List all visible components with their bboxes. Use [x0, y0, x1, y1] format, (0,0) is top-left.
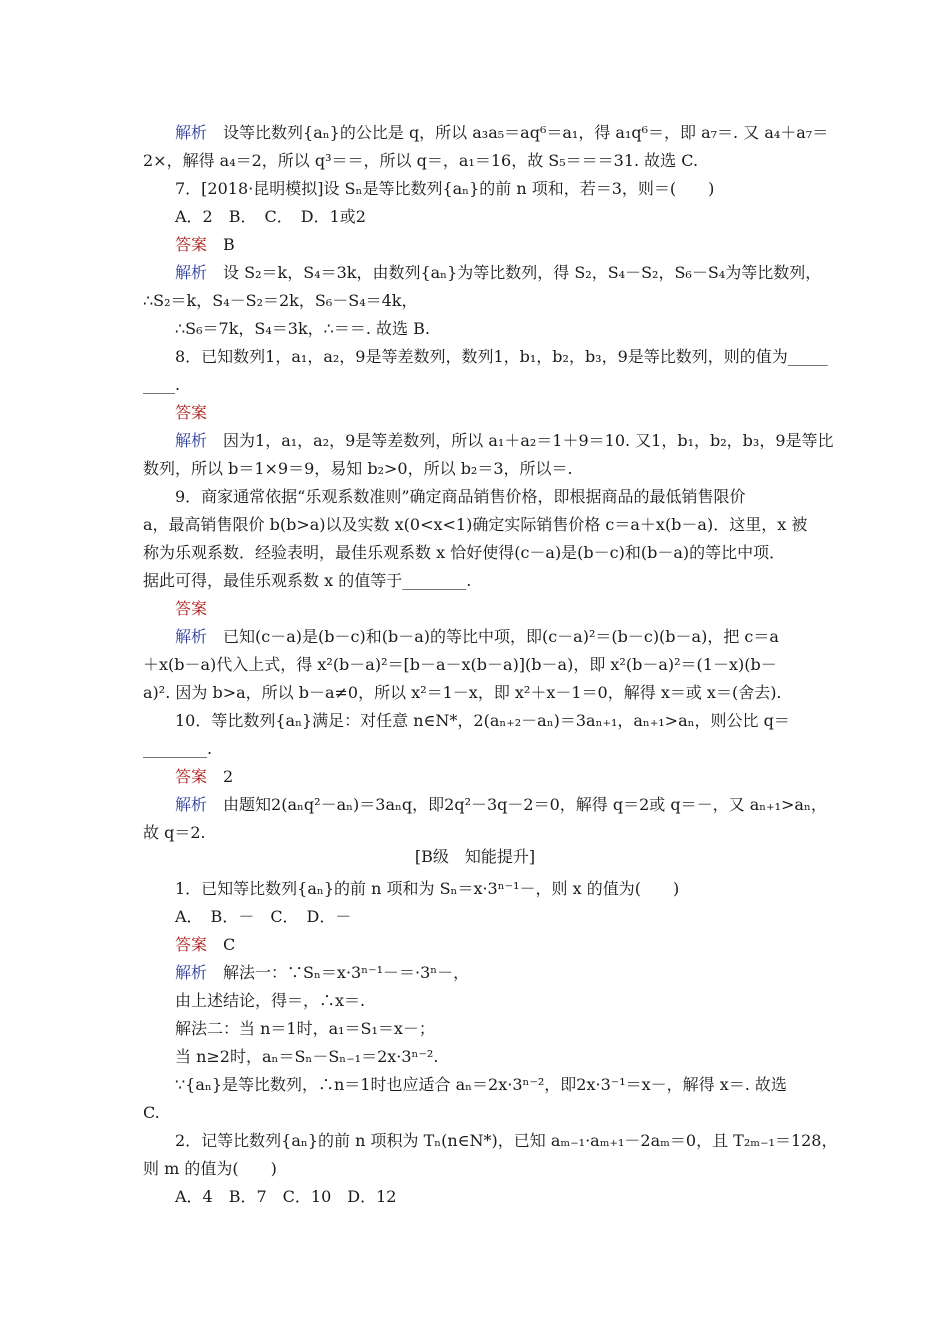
text-line — [175, 963, 469, 983]
line-text: 2×，解得 a₄＝2，所以 q³＝＝，所以 q＝，a₁＝16，故 S₅＝＝＝31. 故选 C. — [143, 151, 699, 170]
line-text: 则 m 的值为( ) — [143, 1159, 277, 1178]
line-text: ∵{aₙ}是等比数列，∴n＝1时也应适合 aₙ＝2x·3ⁿ⁻²，即2x·3⁻¹＝x－，解得 x＝. 故选 — [175, 1075, 787, 1094]
text-line — [143, 151, 698, 171]
text-line — [175, 795, 827, 815]
text-line — [175, 935, 235, 955]
text-line — [175, 599, 223, 619]
line-text: B — [223, 235, 235, 254]
line-text: 数列，所以 b＝1×9＝9，易知 b₂>0，所以 b₂＝3，所以＝. — [143, 459, 573, 478]
line-text: 7．[2018·昆明模拟]设 Sₙ是等比数列{aₙ}的前 n 项和，若＝3，则＝( ) — [175, 179, 715, 198]
line-text: C. — [143, 1103, 160, 1122]
line-text: a)². 因为 b>a，所以 b－a≠0，所以 x²＝1－x，即 x²＋x－1＝0，解得 x＝或 x＝(舍去). — [143, 683, 782, 702]
line-text: 10．等比数列{aₙ}满足：对任意 n∈N*，2(aₙ₊₂－aₙ)＝3aₙ₊₁，aₙ₊₁>aₙ，则公比 q＝ — [175, 711, 790, 730]
analysis-label: 解析 — [175, 963, 208, 982]
line-text: A．2 B． C． D．1或2 — [175, 207, 366, 226]
analysis-label: 解析 — [175, 795, 208, 814]
analysis-label: 解析 — [175, 123, 208, 142]
text-line — [175, 235, 235, 255]
text-line — [175, 907, 351, 927]
text-line — [175, 1187, 396, 1207]
text-line — [143, 543, 785, 563]
text-line — [143, 1159, 277, 1179]
line-text: 因为1，a₁，a₂，9是等差数列，所以 a₁＋a₂＝1＋9＝10. 又1，b₁，b₂，b₃，9是等比 — [223, 431, 834, 450]
analysis-label: 解析 — [175, 627, 208, 646]
text-line — [143, 823, 206, 843]
text-line — [143, 655, 777, 675]
answer-label: 答案 — [175, 403, 208, 422]
line-text: 8．已知数列1，a₁，a₂，9是等差数列，数列1，b₁，b₂，b₃，9是等比数列，则的值为_____ — [175, 347, 828, 366]
text-line — [175, 207, 366, 227]
line-text: 当 n≥2时，aₙ＝Sₙ－Sₙ₋₁＝2x·3ⁿ⁻². — [175, 1047, 439, 1066]
answer-label: 答案 — [175, 235, 208, 254]
line-text: C — [223, 935, 236, 954]
text-line — [143, 375, 180, 395]
text-line — [175, 1131, 837, 1151]
line-text: ＋x(b－a)代入上式，得 x²(b－a)²＝[b－a－x(b－a)](b－a)，即 x²(b－a)²＝(1－x)(b－ — [143, 655, 777, 674]
text-line — [175, 1047, 438, 1067]
answer-label: 答案 — [175, 599, 208, 618]
line-text: 称为乐观系数．经验表明，最佳乐观系数 x 恰好使得(c－a)是(b－c)和(b－a)的等比中项． — [143, 543, 786, 562]
text-line — [175, 487, 746, 507]
text-line — [175, 879, 679, 899]
text-line — [175, 1019, 435, 1039]
line-text: 设 S₂＝k，S₄＝3k，由数列{aₙ}为等比数列，得 S₂，S₄－S₂，S₆－S₄为等比数列， — [223, 263, 822, 282]
text-line — [175, 1075, 787, 1095]
text-line — [175, 319, 430, 339]
text-line — [143, 515, 807, 535]
line-text: 由题知2(aₙq²－aₙ)＝3aₙq，即2q²－3q－2＝0，解得 q＝2或 q＝－，又 aₙ₊₁>aₙ， — [223, 795, 827, 814]
line-text: 故 q＝2. — [143, 823, 206, 842]
text-line — [175, 263, 821, 283]
line-text: A．4 B．7 C．10 D．12 — [175, 1187, 397, 1206]
text-line — [175, 991, 365, 1011]
analysis-label: 解析 — [175, 431, 208, 450]
line-text: 1．已知等比数列{aₙ}的前 n 项和为 Sₙ＝x·3ⁿ⁻¹－，则 x 的值为( ) — [175, 879, 680, 898]
line-text: 由上述结论，得＝，∴x＝. — [175, 991, 366, 1010]
text-line — [175, 431, 834, 451]
line-text: A． B．－ C． D．－ — [175, 907, 352, 926]
text-line — [175, 347, 828, 367]
line-text: ________. — [143, 739, 213, 758]
text-line — [175, 403, 223, 423]
text-line — [143, 1103, 160, 1123]
text-line — [175, 767, 233, 787]
analysis-label: 解析 — [175, 263, 208, 282]
text-line — [175, 123, 828, 143]
line-text: ____. — [143, 375, 181, 394]
line-text: 解法一：∵Sₙ＝x·3ⁿ⁻¹－＝·3ⁿ－， — [223, 963, 470, 982]
line-text: 已知(c－a)是(b－c)和(b－a)的等比中项，即(c－a)²＝(b－c)(b－a)，把 c＝a — [223, 627, 779, 646]
text-line — [143, 291, 418, 311]
line-text: 2．记等比数列{aₙ}的前 n 项积为 Tₙ(n∈N*)，已知 aₘ₋₁·aₘ₊₁－2aₘ＝0，且 T₂ₘ₋₁＝128， — [175, 1131, 838, 1150]
answer-label: 答案 — [175, 935, 208, 954]
line-text: 解法二：当 n＝1时，a₁＝S₁＝x－； — [175, 1019, 435, 1038]
line-text: 据此可得，最佳乐观系数 x 的值等于________. — [143, 571, 472, 590]
text-line — [143, 683, 782, 703]
line-text: ∴S₂＝k，S₄－S₂＝2k，S₆－S₄＝4k， — [143, 291, 418, 310]
text-line — [143, 739, 212, 759]
text-line — [175, 627, 779, 647]
section-heading: [B级 知能提升] — [414, 847, 536, 866]
line-text: ∴S₆＝7k，S₄＝3k，∴＝＝. 故选 B. — [175, 319, 430, 338]
text-line — [175, 179, 714, 199]
line-text: 9．商家通常依据“乐观系数准则”确定商品销售价格，即根据商品的最低销售限价 — [175, 487, 746, 506]
line-text: 设等比数列{aₙ}的公比是 q，所以 a₃a₅＝aq⁶＝a₁，得 a₁q⁶＝，即 a₇＝. 又 a₄＋a₇＝ — [223, 123, 829, 142]
line-text: 2 — [223, 767, 234, 786]
line-text: a，最高销售限价 b(b>a)以及实数 x(0<x<1)确定实际销售价格 c＝a＋x(b－a)．这里，x 被 — [143, 515, 808, 534]
text-line — [143, 571, 471, 591]
answer-label: 答案 — [175, 767, 208, 786]
text-line — [143, 459, 573, 479]
text-line — [175, 711, 790, 731]
